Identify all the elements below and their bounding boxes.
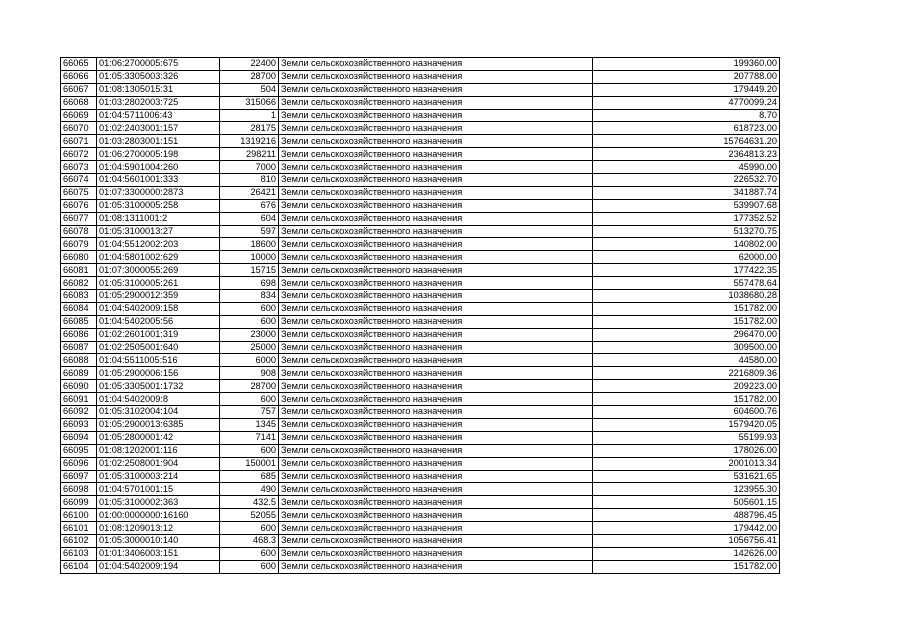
cell-cadastral-value: 1579420.05 [593, 418, 780, 431]
cell-id: 66104 [61, 560, 97, 573]
cell-cadastral-value: 151782.00 [593, 315, 780, 328]
cell-area: 600 [220, 315, 279, 328]
cell-cadastral-value: 177352.52 [593, 212, 780, 225]
cell-area: 504 [220, 83, 279, 96]
cell-id: 66072 [61, 148, 97, 161]
cell-cadastral-value: 309500.00 [593, 341, 780, 354]
cell-id: 66077 [61, 212, 97, 225]
cell-area: 28175 [220, 122, 279, 135]
cell-area: 15715 [220, 264, 279, 277]
cell-id: 66082 [61, 277, 97, 290]
cell-cadastral-number: 01:05:2900012:359 [97, 290, 220, 303]
cell-cadastral-number: 01:08:1311001:2 [97, 212, 220, 225]
cell-land-category: Земли сельскохозяйственного назначения [279, 290, 593, 303]
cell-land-category: Земли сельскохозяйственного назначения [279, 302, 593, 315]
cell-area: 1345 [220, 418, 279, 431]
cell-area: 468.3 [220, 534, 279, 547]
cell-cadastral-number: 01:01:3406003:151 [97, 547, 220, 560]
cell-land-category: Земли сельскохозяйственного назначения [279, 522, 593, 535]
cell-cadastral-number: 01:04:5901004:260 [97, 161, 220, 174]
cell-cadastral-number: 01:05:2900006:156 [97, 367, 220, 380]
cell-land-category: Земли сельскохозяйственного назначения [279, 341, 593, 354]
table-row [61, 277, 780, 290]
cell-area: 600 [220, 522, 279, 535]
table-row [61, 225, 780, 238]
cell-id: 66087 [61, 341, 97, 354]
table-row [61, 83, 780, 96]
cell-cadastral-value: 618723.00 [593, 122, 780, 135]
cell-id: 66069 [61, 109, 97, 122]
cell-area: 18600 [220, 238, 279, 251]
table-row [61, 238, 780, 251]
cell-land-category: Земли сельскохозяйственного назначения [279, 264, 593, 277]
cell-cadastral-value: 8.70 [593, 109, 780, 122]
cell-cadastral-value: 151782.00 [593, 302, 780, 315]
cell-cadastral-value: 207788.00 [593, 70, 780, 83]
table-row [61, 290, 780, 303]
table-row [61, 431, 780, 444]
cell-land-category: Земли сельскохозяйственного назначения [279, 560, 593, 573]
cell-cadastral-value: 179449.20 [593, 83, 780, 96]
cell-id: 66089 [61, 367, 97, 380]
cell-cadastral-number: 01:00:0000000:16160 [97, 509, 220, 522]
cell-area: 600 [220, 302, 279, 315]
cell-cadastral-value: 2001013.34 [593, 457, 780, 470]
cell-area: 7141 [220, 431, 279, 444]
table-row [61, 470, 780, 483]
cell-id: 66100 [61, 509, 97, 522]
cell-area: 810 [220, 174, 279, 187]
cell-cadastral-number: 01:04:5711006:43 [97, 109, 220, 122]
cell-cadastral-value: 140802.00 [593, 238, 780, 251]
table-row [61, 328, 780, 341]
table-row [61, 161, 780, 174]
cell-area: 685 [220, 470, 279, 483]
cell-land-category: Земли сельскохозяйственного назначения [279, 431, 593, 444]
cell-id: 66065 [61, 58, 97, 71]
cell-id: 66103 [61, 547, 97, 560]
cell-land-category: Земли сельскохозяйственного назначения [279, 238, 593, 251]
cell-cadastral-number: 01:04:5601001:333 [97, 174, 220, 187]
cell-cadastral-value: 1038680.28 [593, 290, 780, 303]
cell-cadastral-number: 01:06:2700005:198 [97, 148, 220, 161]
cell-id: 66090 [61, 380, 97, 393]
cell-id: 66101 [61, 522, 97, 535]
cell-id: 66079 [61, 238, 97, 251]
cell-land-category: Земли сельскохозяйственного назначения [279, 109, 593, 122]
cell-land-category: Земли сельскохозяйственного назначения [279, 58, 593, 71]
cell-cadastral-value: 513270.75 [593, 225, 780, 238]
cell-cadastral-number: 01:07:3000055:269 [97, 264, 220, 277]
cell-land-category: Земли сельскохозяйственного назначения [279, 328, 593, 341]
table-row [61, 70, 780, 83]
cell-area: 600 [220, 393, 279, 406]
cell-land-category: Земли сельскохозяйственного назначения [279, 380, 593, 393]
cell-cadastral-number: 01:04:5511005:516 [97, 354, 220, 367]
cell-area: 26421 [220, 186, 279, 199]
cell-land-category: Земли сельскохозяйственного назначения [279, 354, 593, 367]
table-row [61, 58, 780, 71]
table-row [61, 315, 780, 328]
table-row [61, 547, 780, 560]
cell-area: 432.5 [220, 496, 279, 509]
cell-id: 66078 [61, 225, 97, 238]
cell-area: 52055 [220, 509, 279, 522]
cell-area: 23000 [220, 328, 279, 341]
table-row [61, 302, 780, 315]
cell-cadastral-value: 226532.70 [593, 174, 780, 187]
table-row [61, 457, 780, 470]
cell-cadastral-value: 505601.15 [593, 496, 780, 509]
cell-land-category: Земли сельскохозяйственного назначения [279, 83, 593, 96]
table-row [61, 212, 780, 225]
cell-cadastral-value: 15764631.20 [593, 135, 780, 148]
cell-land-category: Земли сельскохозяйственного назначения [279, 135, 593, 148]
cell-area: 28700 [220, 70, 279, 83]
cell-land-category: Земли сельскохозяйственного назначения [279, 161, 593, 174]
cell-cadastral-number: 01:06:2700005:675 [97, 58, 220, 71]
cell-id: 66070 [61, 122, 97, 135]
cell-cadastral-number: 01:05:3000010:140 [97, 534, 220, 547]
cell-cadastral-value: 199360.00 [593, 58, 780, 71]
cell-cadastral-number: 01:05:3305001:1732 [97, 380, 220, 393]
cell-cadastral-number: 01:05:3100005:261 [97, 277, 220, 290]
cell-cadastral-number: 01:05:2900013:6385 [97, 418, 220, 431]
cell-cadastral-number: 01:08:1305015:31 [97, 83, 220, 96]
cell-land-category: Земли сельскохозяйственного назначения [279, 277, 593, 290]
cell-id: 66095 [61, 444, 97, 457]
cell-cadastral-number: 01:03:2802003:725 [97, 96, 220, 109]
cell-land-category: Земли сельскохозяйственного назначения [279, 315, 593, 328]
cell-id: 66088 [61, 354, 97, 367]
table-row [61, 496, 780, 509]
cell-area: 600 [220, 444, 279, 457]
cell-cadastral-number: 01:05:3100002:363 [97, 496, 220, 509]
cell-land-category: Земли сельскохозяйственного назначения [279, 96, 593, 109]
cell-land-category: Земли сельскохозяйственного назначения [279, 212, 593, 225]
cell-cadastral-value: 209223.00 [593, 380, 780, 393]
cell-id: 66097 [61, 470, 97, 483]
cell-land-category: Земли сельскохозяйственного назначения [279, 483, 593, 496]
cell-land-category: Земли сельскохозяйственного назначения [279, 174, 593, 187]
cell-area: 150001 [220, 457, 279, 470]
cell-cadastral-number: 01:02:2403001:157 [97, 122, 220, 135]
cell-id: 66099 [61, 496, 97, 509]
cell-land-category: Земли сельскохозяйственного назначения [279, 509, 593, 522]
cell-id: 66081 [61, 264, 97, 277]
cell-cadastral-value: 531621.65 [593, 470, 780, 483]
cell-land-category: Земли сельскохозяйственного назначения [279, 225, 593, 238]
cell-land-category: Земли сельскохозяйственного назначения [279, 444, 593, 457]
cell-land-category: Земли сельскохозяйственного назначения [279, 367, 593, 380]
cell-cadastral-value: 341887.74 [593, 186, 780, 199]
cell-id: 66068 [61, 96, 97, 109]
cell-cadastral-number: 01:02:2601001:319 [97, 328, 220, 341]
cell-cadastral-value: 55199.93 [593, 431, 780, 444]
cell-cadastral-value: 557478.64 [593, 277, 780, 290]
cell-id: 66093 [61, 418, 97, 431]
cell-area: 597 [220, 225, 279, 238]
cell-land-category: Земли сельскохозяйственного назначения [279, 470, 593, 483]
cell-cadastral-value: 142626.00 [593, 547, 780, 560]
cell-id: 66091 [61, 393, 97, 406]
table-row [61, 406, 780, 419]
cell-area: 25000 [220, 341, 279, 354]
cell-land-category: Земли сельскохозяйственного назначения [279, 70, 593, 83]
table-row [61, 534, 780, 547]
cell-cadastral-value: 296470.00 [593, 328, 780, 341]
table-row [61, 148, 780, 161]
cell-cadastral-value: 62000.00 [593, 251, 780, 264]
cell-land-category: Земли сельскохозяйственного назначения [279, 122, 593, 135]
cell-area: 10000 [220, 251, 279, 264]
cell-id: 66076 [61, 199, 97, 212]
cell-cadastral-number: 01:04:5512002:203 [97, 238, 220, 251]
cell-cadastral-value: 539907.68 [593, 199, 780, 212]
cell-land-category: Земли сельскохозяйственного назначения [279, 199, 593, 212]
cell-area: 490 [220, 483, 279, 496]
cell-cadastral-number: 01:04:5402009:194 [97, 560, 220, 573]
cell-cadastral-value: 123955.30 [593, 483, 780, 496]
cell-id: 66096 [61, 457, 97, 470]
cell-cadastral-number: 01:04:5402005:56 [97, 315, 220, 328]
cell-id: 66102 [61, 534, 97, 547]
cell-area: 600 [220, 560, 279, 573]
cell-cadastral-number: 01:07:3300000:2873 [97, 186, 220, 199]
cell-land-category: Земли сельскохозяйственного назначения [279, 457, 593, 470]
cell-cadastral-number: 01:05:3100013:27 [97, 225, 220, 238]
cell-id: 66080 [61, 251, 97, 264]
cell-land-category: Земли сельскохозяйственного назначения [279, 393, 593, 406]
cell-cadastral-value: 45990.00 [593, 161, 780, 174]
table-row [61, 444, 780, 457]
table-row [61, 264, 780, 277]
cell-cadastral-number: 01:04:5402009:8 [97, 393, 220, 406]
table-row [61, 380, 780, 393]
cell-cadastral-value: 151782.00 [593, 560, 780, 573]
cell-id: 66074 [61, 174, 97, 187]
cell-area: 6000 [220, 354, 279, 367]
table-row [61, 509, 780, 522]
cell-cadastral-number: 01:05:3100005:258 [97, 199, 220, 212]
table-row [61, 251, 780, 264]
cell-id: 66094 [61, 431, 97, 444]
cell-land-category: Земли сельскохозяйственного назначения [279, 148, 593, 161]
cell-area: 298211 [220, 148, 279, 161]
cell-cadastral-value: 2364813.23 [593, 148, 780, 161]
table-row [61, 393, 780, 406]
table-row [61, 96, 780, 109]
cell-cadastral-value: 177422.35 [593, 264, 780, 277]
table-body [61, 58, 780, 574]
cell-id: 66085 [61, 315, 97, 328]
cell-cadastral-number: 01:05:3102004:104 [97, 406, 220, 419]
table-row [61, 199, 780, 212]
cell-cadastral-number: 01:08:1202001:116 [97, 444, 220, 457]
cell-area: 7000 [220, 161, 279, 174]
cell-id: 66073 [61, 161, 97, 174]
cell-id: 66098 [61, 483, 97, 496]
table-row [61, 186, 780, 199]
cell-cadastral-number: 01:04:5801002:629 [97, 251, 220, 264]
cell-land-category: Земли сельскохозяйственного назначения [279, 406, 593, 419]
table-row [61, 367, 780, 380]
table-row [61, 341, 780, 354]
cell-area: 600 [220, 547, 279, 560]
cell-area: 757 [220, 406, 279, 419]
cell-area: 676 [220, 199, 279, 212]
cell-land-category: Земли сельскохозяйственного назначения [279, 534, 593, 547]
cell-id: 66071 [61, 135, 97, 148]
cell-cadastral-number: 01:04:5402009:158 [97, 302, 220, 315]
table-row [61, 560, 780, 573]
land-plots-table [60, 57, 780, 574]
cell-land-category: Земли сельскохозяйственного назначения [279, 547, 593, 560]
cell-cadastral-number: 01:05:3305003:326 [97, 70, 220, 83]
cell-cadastral-value: 151782.00 [593, 393, 780, 406]
cell-id: 66067 [61, 83, 97, 96]
cell-area: 604 [220, 212, 279, 225]
cell-cadastral-number: 01:05:3100003:214 [97, 470, 220, 483]
cell-id: 66066 [61, 70, 97, 83]
cell-area: 698 [220, 277, 279, 290]
cell-area: 315066 [220, 96, 279, 109]
cell-id: 66083 [61, 290, 97, 303]
cell-land-category: Земли сельскохозяйственного назначения [279, 418, 593, 431]
table-row [61, 174, 780, 187]
table-row [61, 135, 780, 148]
cell-area: 22400 [220, 58, 279, 71]
table-row [61, 522, 780, 535]
cell-cadastral-value: 2216809.36 [593, 367, 780, 380]
cell-cadastral-value: 4770099.24 [593, 96, 780, 109]
cell-cadastral-number: 01:02:2508001:904 [97, 457, 220, 470]
cell-cadastral-number: 01:05:2800001:42 [97, 431, 220, 444]
table-row [61, 109, 780, 122]
cell-cadastral-value: 178026.00 [593, 444, 780, 457]
cell-cadastral-number: 01:04:5701001:15 [97, 483, 220, 496]
cell-land-category: Земли сельскохозяйственного назначения [279, 496, 593, 509]
table-row [61, 418, 780, 431]
cell-land-category: Земли сельскохозяйственного назначения [279, 251, 593, 264]
cell-area: 908 [220, 367, 279, 380]
cell-cadastral-value: 44580.00 [593, 354, 780, 367]
cell-area: 834 [220, 290, 279, 303]
cell-cadastral-number: 01:03:2803001:151 [97, 135, 220, 148]
cell-id: 66084 [61, 302, 97, 315]
table-row [61, 483, 780, 496]
cell-cadastral-value: 604600.76 [593, 406, 780, 419]
cell-id: 66092 [61, 406, 97, 419]
cell-cadastral-value: 179442.00 [593, 522, 780, 535]
cell-id: 66075 [61, 186, 97, 199]
cell-area: 1 [220, 109, 279, 122]
cell-id: 66086 [61, 328, 97, 341]
table-row [61, 122, 780, 135]
table-row [61, 354, 780, 367]
cell-land-category: Земли сельскохозяйственного назначения [279, 186, 593, 199]
cell-cadastral-value: 1056756.41 [593, 534, 780, 547]
cell-area: 28700 [220, 380, 279, 393]
cell-cadastral-number: 01:02:2505001:640 [97, 341, 220, 354]
cell-cadastral-number: 01:08:1209013:12 [97, 522, 220, 535]
cell-area: 1319216 [220, 135, 279, 148]
cell-cadastral-value: 488796.45 [593, 509, 780, 522]
